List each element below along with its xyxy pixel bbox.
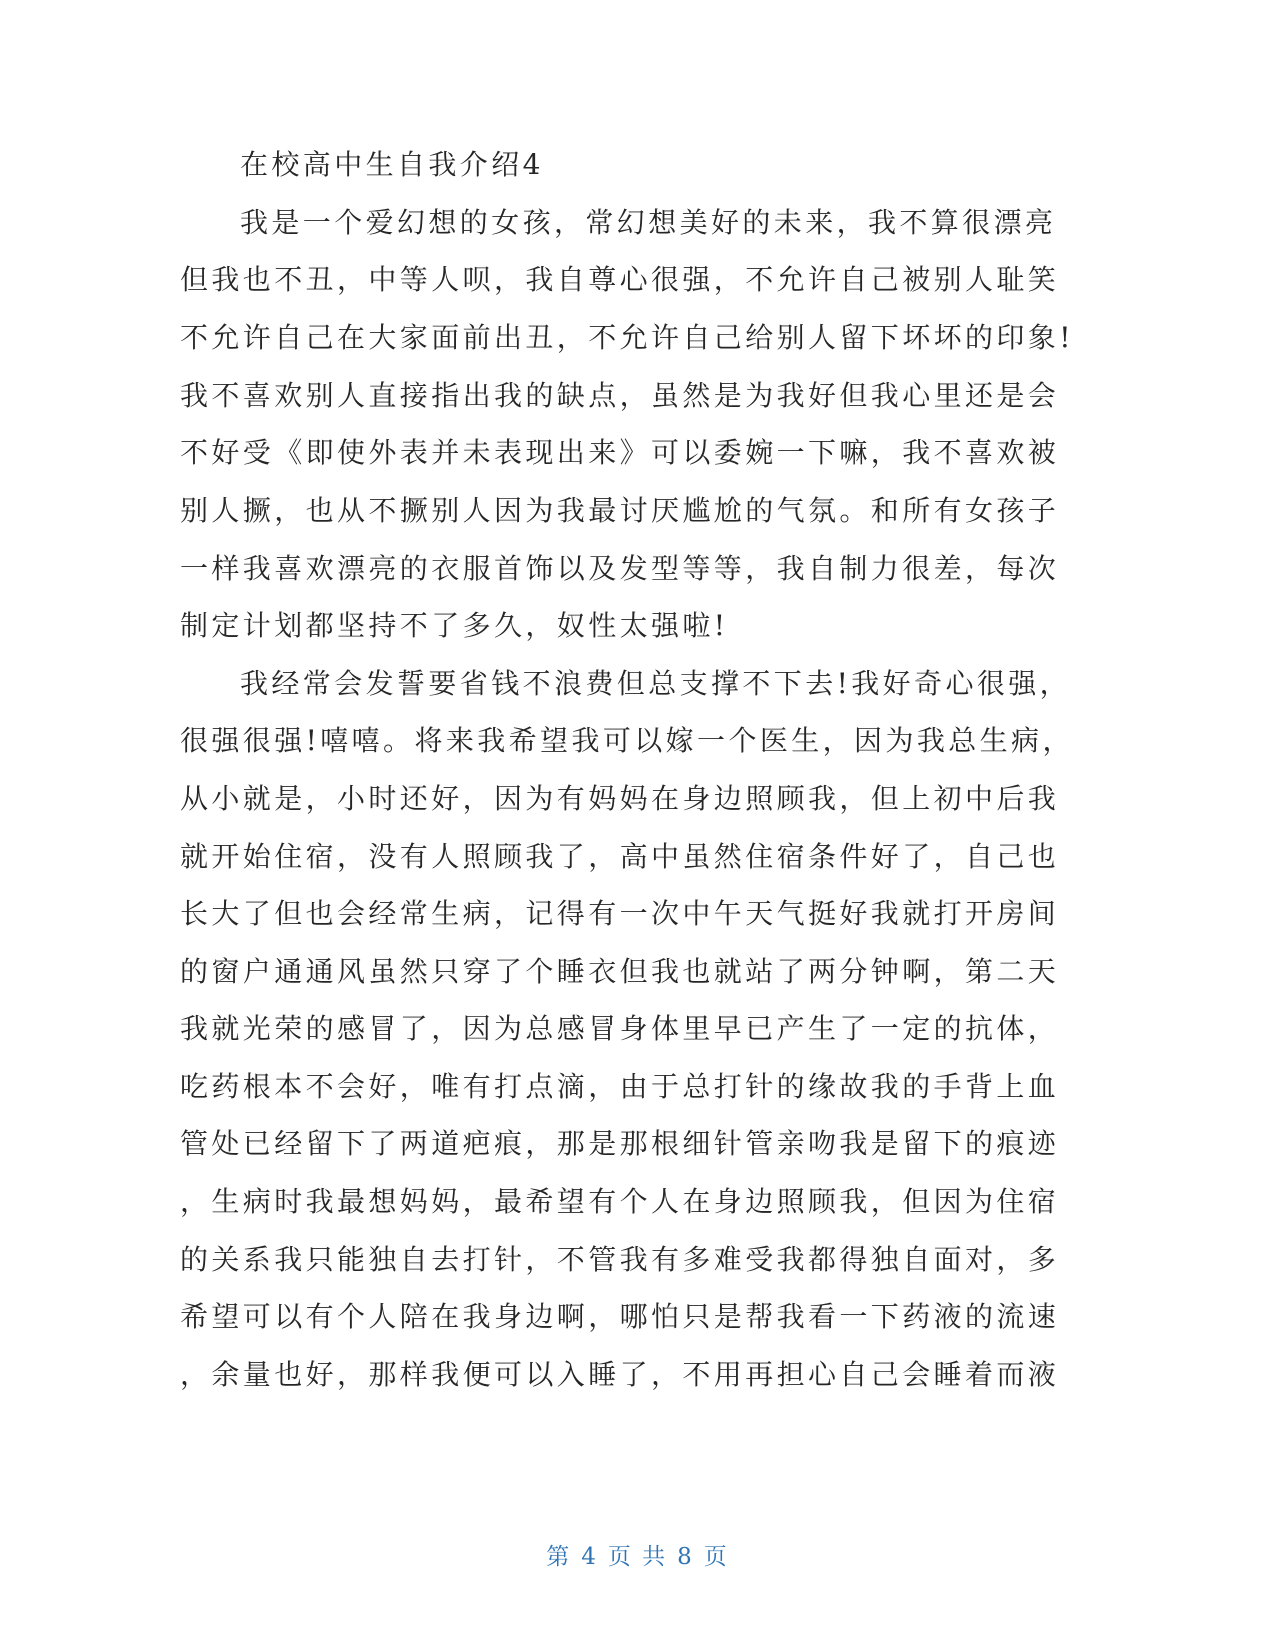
paragraph-line: 别人撅，也从不撅别人因为我最讨厌尴尬的气氛。和所有女孩子 — [180, 494, 1060, 527]
paragraph-line: 我经常会发誓要省钱不浪费但总支撑不下去!我好奇心很强， — [240, 667, 1072, 700]
paragraph-line: 吃药根本不会好，唯有打点滴，由于总打针的缘故我的手背上血 — [180, 1070, 1060, 1103]
paragraph-line: 就开始住宿，没有人照顾我了，高中虽然住宿条件好了，自己也 — [180, 840, 1060, 873]
paragraph-line: 我就光荣的感冒了，因为总感冒身体里早已产生了一定的抗体， — [180, 1012, 1060, 1045]
paragraph-line: 长大了但也会经常生病，记得有一次中午天气挺好我就打开房间 — [180, 897, 1060, 930]
document-heading: 在校高中生自我介绍4 — [240, 148, 544, 181]
page-label-prefix: 第 — [546, 1544, 572, 1570]
paragraph-line: ，生病时我最想妈妈，最希望有个人在身边照顾我，但因为住宿 — [180, 1185, 1060, 1218]
paragraph-line: 但我也不丑，中等人呗，我自尊心很强，不允许自己被别人耻笑 — [180, 263, 1060, 296]
paragraph-line: 一样我喜欢漂亮的衣服首饰以及发型等等，我自制力很差，每次 — [180, 552, 1060, 585]
paragraph-line: ，余量也好，那样我便可以入睡了，不用再担心自己会睡着而液 — [180, 1358, 1060, 1391]
paragraph-line: 很强很强!嘻嘻。将来我希望我可以嫁一个医生，因为我总生病， — [180, 724, 1074, 757]
paragraph-line: 我是一个爱幻想的女孩，常幻想美好的未来，我不算很漂亮 — [240, 206, 1057, 239]
paragraph-line: 的关系我只能独自去打针，不管我有多难受我都得独自面对，多 — [180, 1243, 1060, 1276]
paragraph-line: 的窗户通通风虽然只穿了个睡衣但我也就站了两分钟啊，第二天 — [180, 955, 1060, 988]
page-label-middle: 页 共 — [607, 1544, 668, 1570]
paragraph-line: 从小就是，小时还好，因为有妈妈在身边照顾我，但上初中后我 — [180, 782, 1060, 815]
paragraph-line: 我不喜欢别人直接指出我的缺点，虽然是为我好但我心里还是会 — [180, 379, 1060, 412]
page-number-footer — [0, 1540, 1275, 1574]
paragraph-line: 不好受《即使外表并未表现出来》可以委婉一下嘛，我不喜欢被 — [180, 436, 1060, 469]
paragraph-line: 不允许自己在大家面前出丑，不允许自己给别人留下坏坏的印象! — [180, 321, 1074, 354]
current-page-number: 4 — [581, 1544, 598, 1570]
total-pages-number: 8 — [677, 1544, 694, 1570]
paragraph-line: 制定计划都坚持不了多久，奴性太强啦! — [180, 609, 729, 642]
paragraph-line: 管处已经留下了两道疤痕，那是那根细针管亲吻我是留下的痕迹 — [180, 1127, 1060, 1160]
page-label-suffix: 页 — [703, 1544, 729, 1570]
paragraph-line: 希望可以有个人陪在我身边啊，哪怕只是帮我看一下药液的流速 — [180, 1300, 1060, 1333]
